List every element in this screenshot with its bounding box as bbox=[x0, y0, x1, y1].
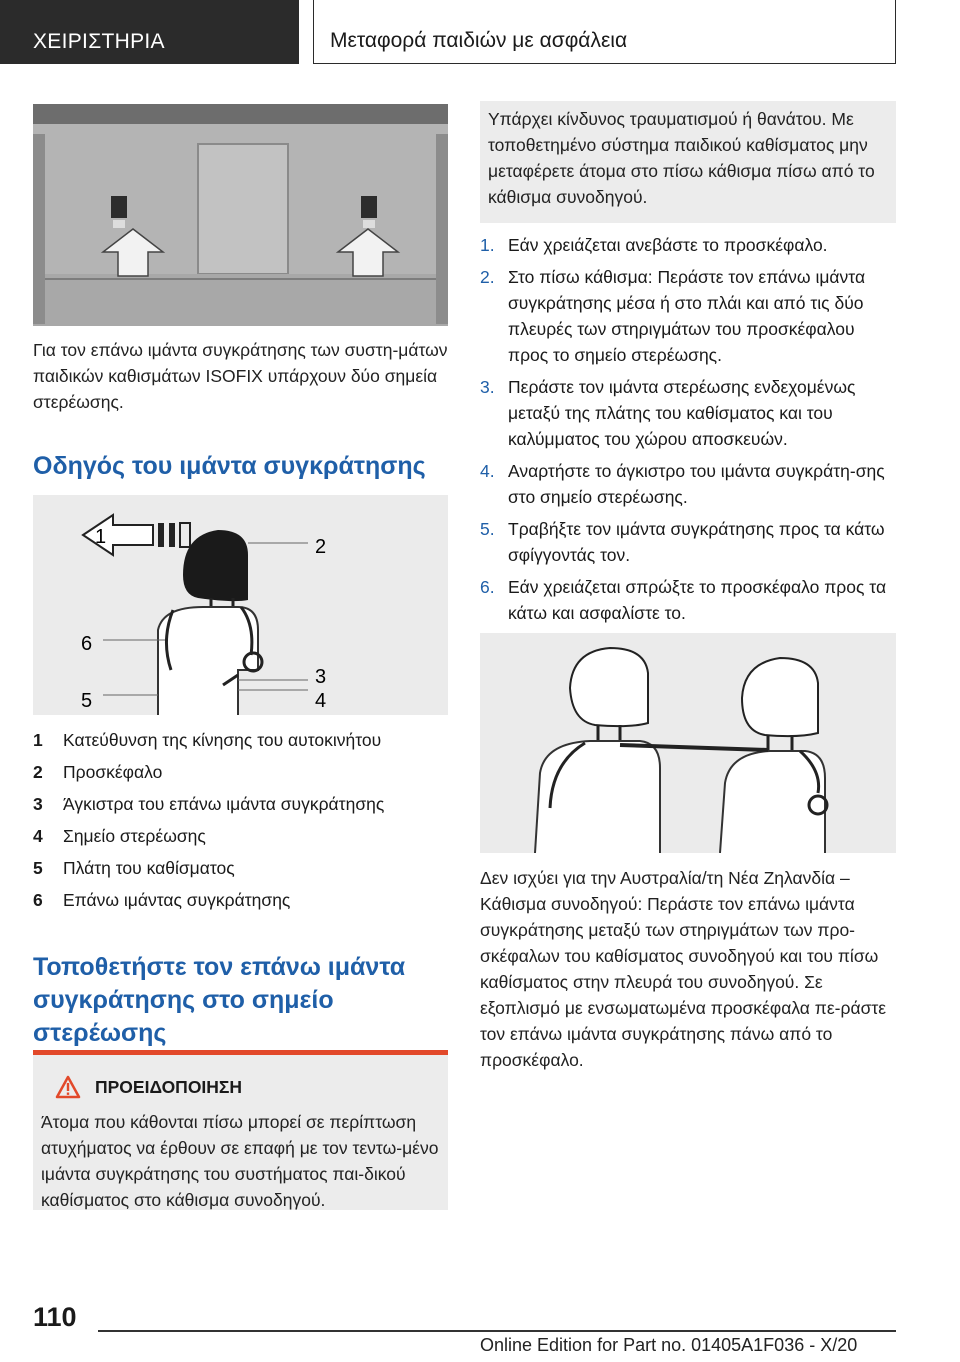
isofix-anchor-photo bbox=[33, 104, 448, 326]
legend-item: 1 Κατεύθυνση της κίνησης του αυτοκινήτου bbox=[33, 730, 382, 750]
intro-paragraph: Για τον επάνω ιμάντα συγκράτησης των συστη-μάτων παιδικών καθισμάτων ISOFIX υπάρχουν δύο σημεία στερέωσης. bbox=[33, 340, 448, 412]
warning-continuation: Υπάρχει κίνδυνος τραυματισμού ή θανάτου. Με τοποθετημένο σύστημα παιδικού καθίσματος μην μεταφέρετε άτομα στο πίσω κάθισμα πίσω από το κάθισμα συνοδηγού. bbox=[480, 101, 896, 223]
legend-item: 3 Άγκιστρα του επάνω ιμάντα συγκράτησης bbox=[33, 794, 385, 814]
step-item: 5. Τραβήξτε τον ιμάντα συγκράτησης προς τα κάτω σφίγγοντάς τον. bbox=[480, 519, 885, 565]
warning-triangle-icon bbox=[55, 1075, 81, 1099]
legend-item: 4 Σημείο στερέωσης bbox=[33, 826, 206, 846]
section-tab: ΧΕΙΡΙΣΤΗΡΙΑ bbox=[0, 0, 299, 64]
edition-info: Online Edition for Part no. 01405A1F036 - X/20 bbox=[480, 1335, 858, 1355]
page-number: 110 bbox=[33, 1302, 77, 1332]
callout-2: 2 bbox=[315, 536, 327, 558]
callout-5: 5 bbox=[81, 690, 93, 712]
legend-item: 6 Επάνω ιμάντας συγκράτησης bbox=[33, 890, 291, 910]
step-item: 3. Περάστε τον ιμάντα στερέωσης ενδεχομένως μεταξύ της πλάτης του καθίσματος και του καλύμματος του χώρου αποσκευών. bbox=[480, 377, 856, 449]
instruction-steps bbox=[480, 232, 896, 632]
region-note: Δεν ισχύει για την Αυστραλία/τη Νέα Ζηλανδία – Κάθισμα συνοδηγού: Περάστε τον επάνω ιμάντα συγκράτησης μεταξύ των στηριγμάτων των προ-σκέφαλων του καθίσματος συνοδηγού και του πίσω καθίσματος στην πλευρά του συνοδηγού. Σε εξοπλισμό με ενσωματωμένα προσκέφαλα πε-ράστε τον επάνω ιμάντα συγκράτησης πάνω από το προσκέφαλο. bbox=[480, 868, 887, 1070]
warning-text: Άτομα που κάθονται πίσω μπορεί σε περίπτωση ατυχήματος να έρθουν σε επαφή με τον τεντω-μένο ιμάντα συγκράτησης του συστήματος παι-δικού καθίσματος στο κάθισμα συνοδηγού. bbox=[41, 1112, 439, 1210]
step-item: 4. Αναρτήστε το άγκιστρο του ιμάντα συγκράτη-σης στο σημείο στερέωσης. bbox=[480, 461, 885, 507]
topic-tab: Μεταφορά παιδιών με ασφάλεια bbox=[313, 0, 896, 64]
anchor-left bbox=[111, 196, 127, 218]
legend-item: 2 Προσκέφαλο bbox=[33, 762, 163, 782]
headrest-diagram bbox=[33, 495, 448, 715]
callout-1: 1 bbox=[95, 526, 107, 548]
section-heading-attach-strap: Τοποθετήστε τον επάνω ιμάντα συγκράτησης στο σημείο στερέωσης bbox=[33, 953, 406, 1047]
anchor-right bbox=[361, 196, 377, 218]
callout-6: 6 bbox=[81, 633, 93, 655]
legend-item: 5 Πλάτη του καθίσματος bbox=[33, 858, 235, 878]
step-item: 1. Εάν χρειάζεται ανεβάστε το προσκέφαλο. bbox=[480, 235, 828, 255]
footer-divider bbox=[98, 1330, 896, 1332]
diagram-legend bbox=[33, 728, 448, 920]
warning-box bbox=[33, 1050, 448, 1210]
step-item: 2. Στο πίσω κάθισμα: Περάστε τον επάνω ιμάντα συγκράτησης μέσα ή στο πλάι και από τις δύο πλευρές των στηριγμάτων του προσκέφαλου προς το σημείο στερέωσης. bbox=[480, 267, 866, 365]
warning-title: ΠΡΟΕΙΔΟΠΟΙΗΣΗ bbox=[55, 1075, 448, 1099]
two-seats-diagram bbox=[480, 633, 896, 853]
section-heading-strap-guide: Οδηγός του ιμάντα συγκράτησης bbox=[33, 452, 426, 480]
step-item: 6. Εάν χρειάζεται σπρώξτε το προσκέφαλο προς τα κάτω και ασφαλίστε το. bbox=[480, 577, 887, 623]
callout-3: 3 bbox=[315, 666, 327, 688]
callout-4: 4 bbox=[315, 690, 327, 712]
